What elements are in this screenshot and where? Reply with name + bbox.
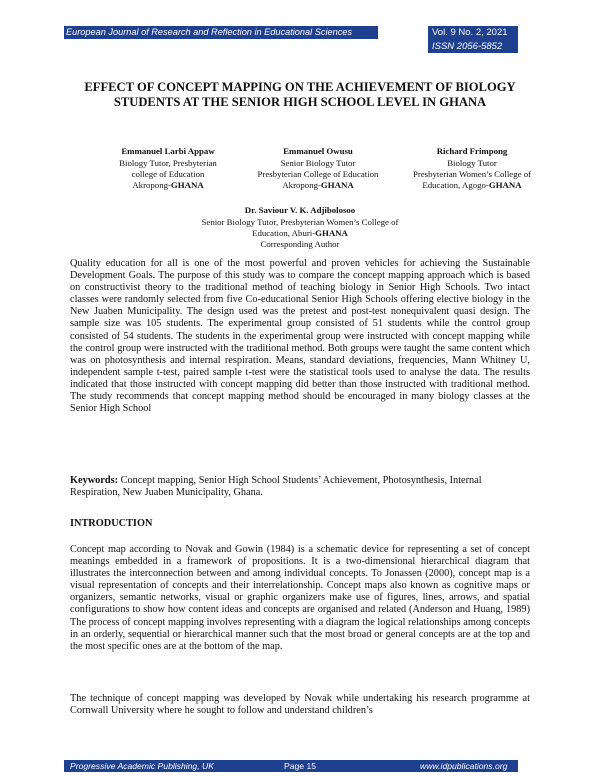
author-affiliation: Presbyterian College of Education bbox=[257, 169, 379, 179]
author-2 bbox=[246, 146, 390, 191]
journal-name: European Journal of Research and Reflection in Educational Sciences bbox=[66, 27, 353, 37]
author-3 bbox=[400, 146, 544, 191]
author-name: Dr. Saviour V. K. Adjibolosoo bbox=[244, 205, 356, 215]
author-country: GHANA bbox=[488, 180, 522, 190]
corresponding-author-note: Corresponding Author bbox=[260, 239, 340, 249]
abstract: Quality education for all is one of the most powerful and proven vehicles for achieving the Sustainable Development Goals. The purpose of this study was to compare the concept mapping approach which is based on constructivist theory to the traditional method of teaching biology in Senior High Schools. Two intact classes were randomly selected from five Co-educational Senior High Schools offering elective biology in the New Juaben Municipality. The design used was the pretest and post-test nonequivalent quasi design. The sample size was 105 students. The experimental group consisted of 51 students while the control group consisted of 54 students. The students in the experimental group were instructed with concept mapping while the control group were instructed with the traditional method. Both groups were taught the same content which was on photosynthesis and internal respiration. Means, standard deviations, frequencies, Mann Whitney U, independent sample t-test, paired sample t-test were the statistical tools used to analyse the data. The results indicated that those instructed with concept mapping did better than those instructed with traditional method. The study recommends that concept mapping method should be encouraged in many biology classes at the Senior High School bbox=[70, 258, 530, 415]
author-affiliation: Biology Tutor, Presbyterian bbox=[119, 158, 217, 168]
author-location-text: Akropong- bbox=[282, 180, 321, 190]
introduction-paragraph-2: The technique of concept mapping was developed by Novak while undertaking his research programme at Cornwall University where he sought to follow and understand children’s bbox=[70, 693, 530, 717]
page-number: Page 15 bbox=[284, 761, 317, 771]
keywords-label: Keywords: bbox=[70, 475, 119, 486]
author-name: Emmanuel Larbi Appaw bbox=[121, 146, 215, 156]
author-location bbox=[180, 228, 420, 239]
author-1 bbox=[88, 146, 248, 191]
section-heading-introduction: INTRODUCTION bbox=[70, 518, 153, 529]
author-location-text: Akropong- bbox=[132, 180, 171, 190]
paper-title: EFFECT OF CONCEPT MAPPING ON THE ACHIEVEMENT OF BIOLOGY STUDENTS AT THE SENIOR HIGH SCHOOL LEVEL IN GHANA bbox=[84, 80, 516, 109]
journal-issn: ISSN 2056-5852 bbox=[432, 41, 503, 52]
author-affiliation: Presbyterian Women’s College of bbox=[412, 169, 532, 179]
introduction-paragraph-1: Concept map according to Novak and Gowin (1984) is a schematic device for representing a set of concept meanings embedded in a framework of propositions. It is a two-dimensional hierarchical diagram that illustrates the interconnection between and among individual concepts. To Jonassen (2000), concept map is a visual representation of concepts and their interrelationship. Concept maps also known as cognitive maps or organizers, semantic networks, visual or graphic organizers make use of figures, lines, arrows, and spatial configurations to show how content ideas and concepts are organised and related (Anderson and Huang, 1989) The process of concept mapping involves representing with a diagram the logical relationships among concepts in an orderly, sequential or hierarchical manner such that the most broad or general concepts are at the top and the most specific ones are at the bottom of the map. bbox=[70, 544, 530, 652]
author-name: Emmanuel Owusu bbox=[283, 146, 353, 156]
author-name: Richard Frimpong bbox=[436, 146, 508, 156]
author-country: GHANA bbox=[320, 180, 354, 190]
author-location-text: Education, Agogo- bbox=[422, 180, 489, 190]
author-affiliation: Senior Biology Tutor bbox=[280, 158, 356, 168]
author-country: GHANA bbox=[170, 180, 204, 190]
keywords-text: Concept mapping, Senior High School Students’ Achievement, Photosynthesis, Internal Respiration, New Juaben Municipality, Ghana. bbox=[70, 475, 482, 499]
author-affiliation: Biology Tutor bbox=[447, 158, 497, 168]
footer-website: www.idpublications.org bbox=[420, 761, 508, 771]
journal-volume: Vol. 9 No. 2, 2021 bbox=[432, 27, 508, 38]
author-4 bbox=[180, 205, 420, 250]
author-location-text: Education, Aburi- bbox=[252, 228, 316, 238]
footer-publisher: Progressive Academic Publishing, UK bbox=[70, 761, 214, 771]
author-location bbox=[400, 180, 544, 191]
author-location bbox=[246, 180, 390, 191]
author-country: GHANA bbox=[315, 228, 348, 238]
keywords bbox=[70, 475, 530, 499]
author-affiliation: college of Education bbox=[131, 169, 205, 179]
author-location bbox=[88, 180, 248, 191]
author-affiliation: Senior Biology Tutor, Presbyterian Women’s College of bbox=[201, 217, 399, 227]
